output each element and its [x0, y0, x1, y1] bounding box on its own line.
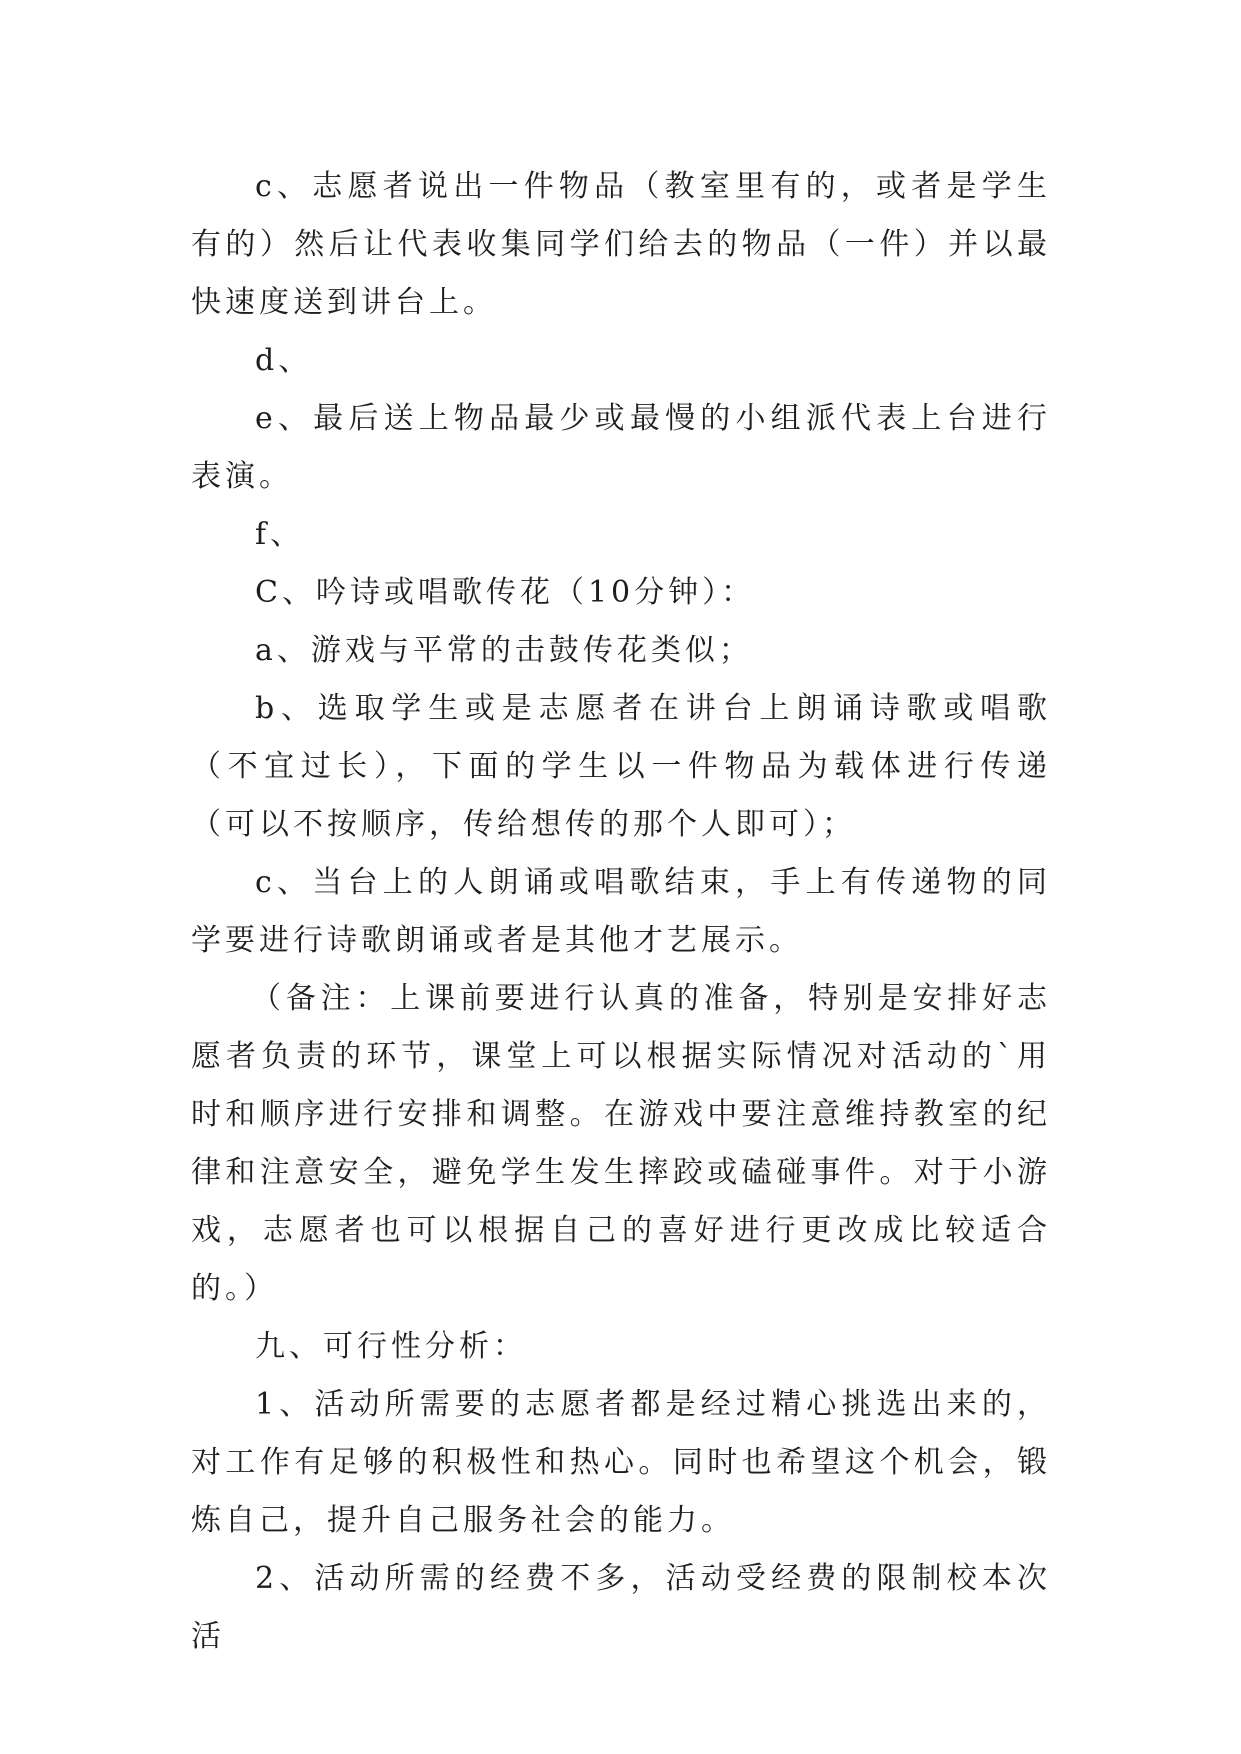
paragraph-a-item: a、游戏与平常的击鼓传花类似； [255, 633, 753, 668]
paragraph-d-item: d、 [255, 343, 313, 378]
document-body [191, 158, 1051, 1666]
paragraph-b-item: b、选取学生或是志愿者在讲台上朗诵诗歌或唱歌（不宜过长），下面的学生以一件物品为载体进行传递（可以不按顺序，传给想传的那个人即可）； [191, 691, 1051, 842]
paragraph-c-item-2: c、当台上的人朗诵或唱歌结束，手上有传递物的同学要进行诗歌朗诵或者是其他才艺展示。 [191, 865, 1051, 958]
paragraph-c-item: c、志愿者说出一件物品（教室里有的，或者是学生有的）然后让代表收集同学们给去的物品（一件）并以最快速度送到讲台上。 [191, 169, 1051, 320]
section-heading-c: C、吟诗或唱歌传花（10分钟）： [255, 575, 756, 610]
feasibility-item-1: 1、活动所需要的志愿者都是经过精心挑选出来的，对工作有足够的积极性和热心。同时也希望这个机会，锻炼自己，提升自己服务社会的能力。 [191, 1387, 1051, 1538]
paragraph-e-item: e、最后送上物品最少或最慢的小组派代表上台进行表演。 [191, 401, 1051, 494]
note-paragraph: （备注：上课前要进行认真的准备，特别是安排好志愿者负责的环节，课堂上可以根据实际情况对活动的`用时和顺序进行安排和调整。在游戏中要注意维持教室的纪律和注意安全，避免学生发生摔跤或磕碰事件。对于小游戏，志愿者也可以根据自己的喜好进行更改成比较适合的。） [191, 981, 1051, 1306]
section-heading-feasibility: 九、可行性分析： [255, 1329, 527, 1364]
paragraph-f-item: f、 [255, 517, 305, 552]
feasibility-item-2: 2、活动所需的经费不多，活动受经费的限制校本次活 [191, 1561, 1051, 1654]
